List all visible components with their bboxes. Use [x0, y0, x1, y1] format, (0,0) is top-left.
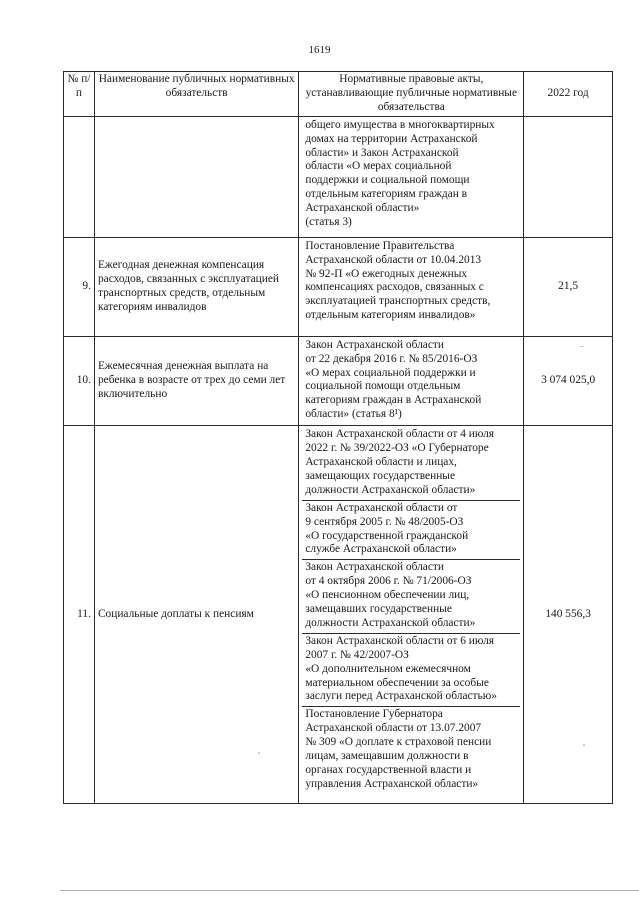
header-num: № п/п: [64, 72, 95, 117]
legal-act-line: Астраханской области и лицах,: [305, 455, 457, 468]
legal-act: [302, 706, 520, 793]
legal-act-line: управления Астраханской области»: [305, 777, 479, 790]
table-row-continuation: [64, 116, 613, 237]
legal-act-line: «О мерах социальной поддержки и: [305, 366, 476, 379]
legal-act-line: 2022 г. № 39/2022-ОЗ «О Губернаторе: [305, 442, 489, 455]
cell-name: Ежемесячная денежная выплата на ребенка в возрасте от трех до семи лет включительно: [94, 336, 298, 425]
scan-speck: [258, 752, 260, 754]
legal-act-line: Постановление Правительства: [305, 239, 455, 252]
legal-act-line: Астраханской области от 13.07.2007: [305, 722, 482, 735]
legal-act-line: замещавших государственные: [305, 603, 452, 616]
legal-act: [302, 633, 520, 707]
cell-value: [524, 116, 613, 237]
cell-num: 10.: [64, 336, 95, 425]
legal-act-line: службе Астраханской области»: [305, 543, 457, 556]
legal-act-line: «О пенсионном обеспечении лиц,: [305, 589, 470, 602]
page-number: 1619: [308, 44, 331, 56]
legal-act-line: Закон Астраханской области от 4 июля: [305, 428, 494, 441]
legal-act-line: компенсациях расходов, связанных с: [305, 281, 484, 294]
legal-act-line: эксплуатацией транспортных средств,: [305, 295, 491, 308]
cell-value: 140 556,3: [524, 426, 613, 804]
table-header-row: [64, 72, 613, 117]
cell-value: 3 074 025,0: [524, 336, 613, 425]
legal-act-line: социальной помощи отдельным: [305, 380, 461, 393]
legal-act-line: органах государственной власти и: [305, 764, 472, 776]
legal-act: [302, 338, 520, 424]
scan-edge-line: [60, 890, 639, 891]
legal-act-line: «О дополнительном ежемесячном: [305, 662, 471, 675]
cell-acts: [299, 426, 524, 804]
legal-act-line: материальном обеспечении за особые: [305, 676, 489, 689]
legal-act-line: 2007 г. № 42/2007-ОЗ: [305, 648, 409, 661]
cell-num: 11.: [64, 426, 95, 804]
table-row: [64, 426, 613, 804]
legal-act: [302, 427, 520, 500]
legal-act-line: Астраханской области»: [305, 202, 420, 215]
legal-act-line: 9 сентября 2005 г. № 48/2005-ОЗ: [305, 515, 464, 528]
legal-act-line: Астраханской области от 10.04.2013: [305, 253, 482, 266]
cell-name: [94, 116, 298, 237]
legal-act: [302, 559, 520, 633]
legal-act-line: поддержки и социальной помощи: [305, 174, 470, 187]
legal-act-line: должности Астраханской области»: [305, 483, 476, 496]
table-row: [64, 336, 613, 425]
legal-act: [302, 500, 520, 560]
cell-acts: [299, 237, 524, 336]
legal-act-line: заслуги перед Астраханской областью»: [305, 690, 497, 703]
scan-speck: [580, 346, 584, 347]
cell-num: 9.: [64, 237, 95, 336]
cell-acts: [299, 116, 524, 237]
header-name: Наименование публичных нормативных обязательств: [94, 72, 298, 117]
legal-act-line: Закон Астраханской области: [305, 561, 444, 574]
legal-act-line: № 92-П «О ежегодных денежных: [305, 267, 468, 280]
legal-act-line: отдельным категориям граждан в: [305, 188, 468, 201]
header-acts: Нормативные правовые акты, устанавливающие публичные нормативные обязательства: [299, 72, 524, 117]
legal-act: [302, 118, 520, 232]
legal-act-line: «О государственной гражданской: [305, 529, 469, 542]
cell-num: [64, 116, 95, 237]
legal-act-line: Закон Астраханской области от: [305, 501, 458, 514]
legal-act-line: № 309 «О доплате к страховой пенсии: [305, 736, 492, 749]
legal-act-line: замещающих государственные: [305, 469, 456, 482]
legal-act-line: должности Астраханской области»: [305, 616, 476, 629]
legal-act-line: Закон Астраханской области: [305, 338, 444, 351]
cell-name: Ежегодная денежная компенсация расходов, связанных с эксплуатацией транспортных средств, отдельным категориям инвалидов: [94, 237, 298, 336]
obligations-table: [63, 71, 613, 804]
legal-act-line: Закон Астраханской области от 6 июля: [305, 634, 494, 647]
cell-value: 21,5: [524, 237, 613, 336]
legal-act-line: лицам, замещавшим должности в: [305, 750, 469, 763]
legal-act-line: от 22 декабря 2016 г. № 85/2016-ОЗ: [305, 352, 478, 365]
legal-act-line: домах на территории Астраханской: [305, 132, 478, 145]
cell-acts: [299, 336, 524, 425]
legal-act: [302, 239, 520, 325]
scan-speck: [583, 744, 585, 746]
cell-name: Социальные доплаты к пенсиям: [94, 426, 298, 804]
legal-act-line: области» (статья 8¹): [305, 408, 402, 421]
legal-act-line: (статья 3): [305, 216, 352, 229]
header-year: 2022 год: [524, 72, 613, 117]
legal-act-line: области «О мерах социальной: [305, 160, 452, 173]
legal-act-line: от 4 октября 2006 г. № 71/2006-ОЗ: [305, 575, 472, 588]
legal-act-line: области» и Закон Астраханской: [305, 146, 459, 159]
legal-act-line: Постановление Губернатора: [305, 708, 443, 721]
legal-act-line: категориям граждан в Астраханской: [305, 394, 482, 407]
table-row: [64, 237, 613, 336]
legal-act-line: отдельным категориям инвалидов»: [305, 309, 476, 322]
legal-act-line: общего имущества в многоквартирных: [305, 118, 495, 131]
